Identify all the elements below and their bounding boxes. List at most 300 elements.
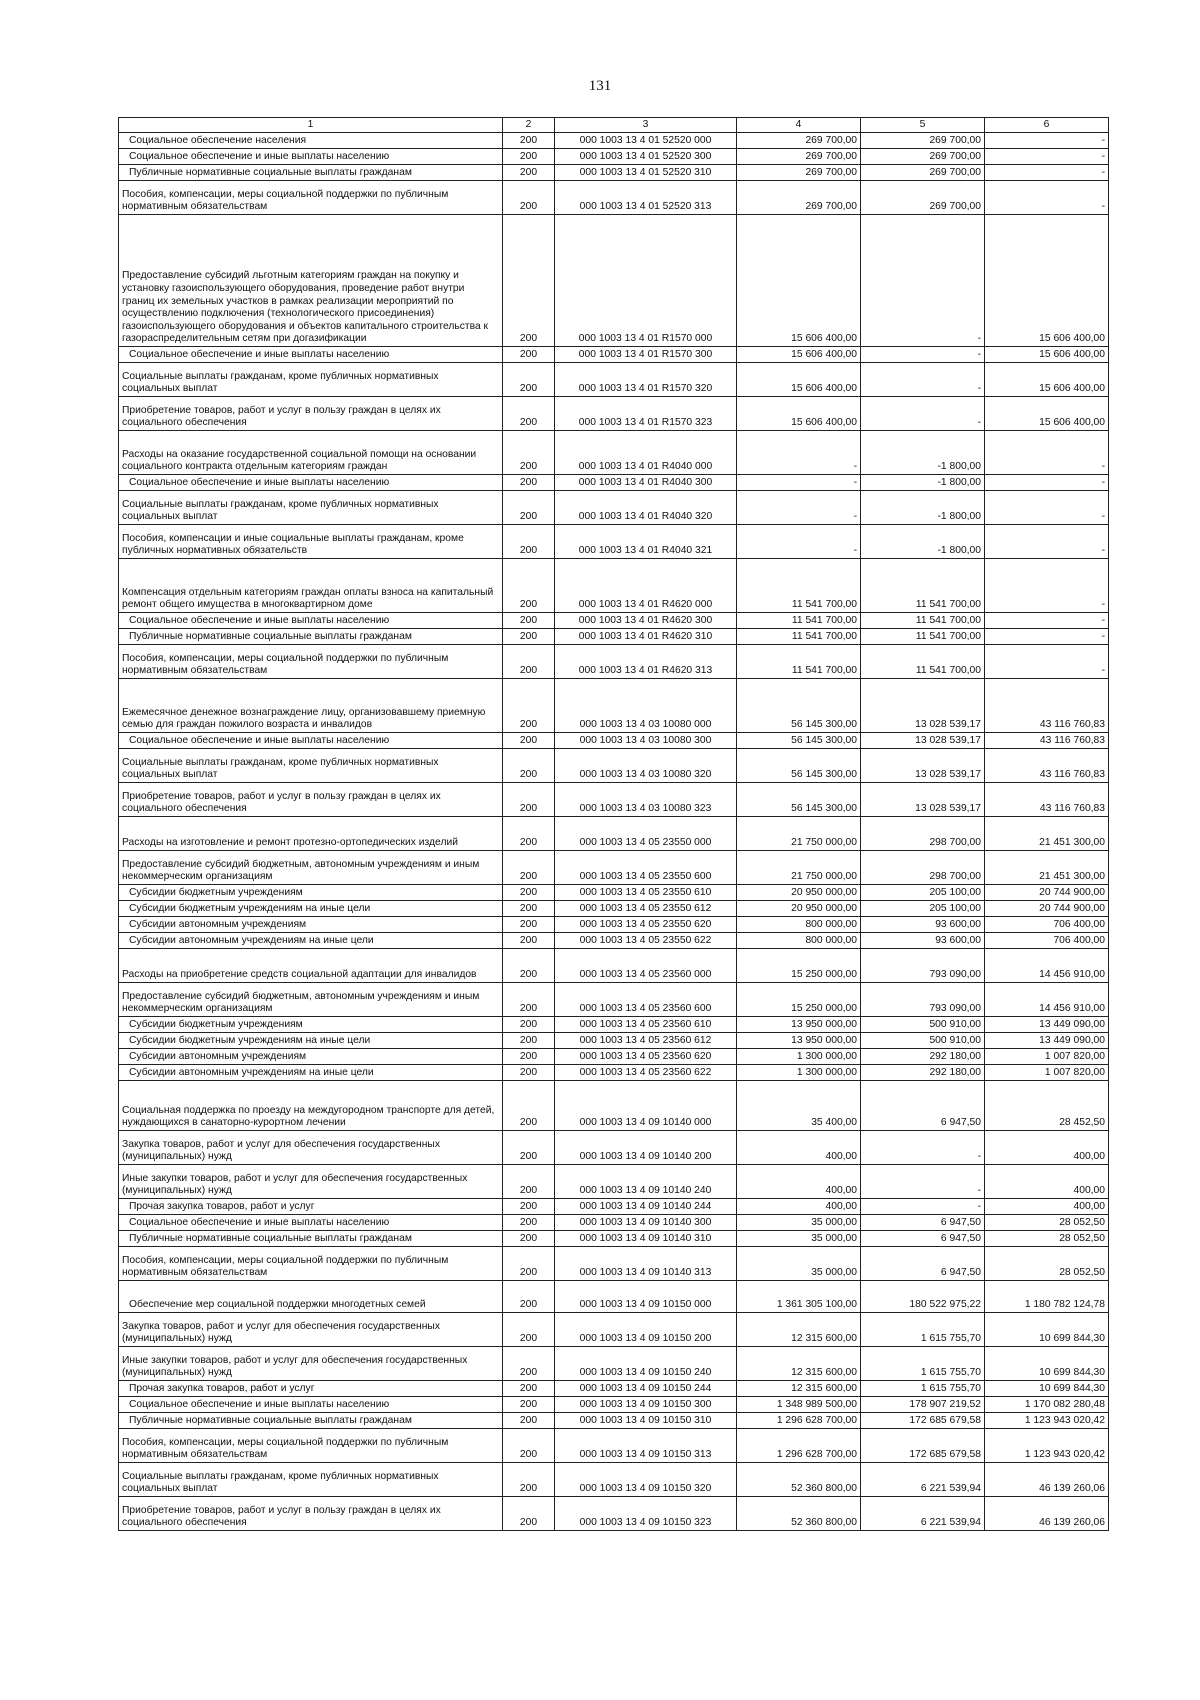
table-row <box>119 983 1109 1017</box>
row-approved-amount: 15 606 400,00 <box>737 215 861 347</box>
row-unexecuted-amount: - <box>985 149 1109 165</box>
row-line-code: 200 <box>503 1429 555 1463</box>
row-classification-code: 000 1003 13 4 01 R4040 000 <box>555 431 737 475</box>
row-classification-code: 000 1003 13 4 09 10140 000 <box>555 1081 737 1131</box>
row-line-code: 200 <box>503 215 555 347</box>
row-executed-amount: 6 947,50 <box>861 1231 985 1247</box>
row-classification-code: 000 1003 13 4 05 23550 612 <box>555 901 737 917</box>
row-line-code: 200 <box>503 1033 555 1049</box>
row-name: Субсидии автономным учреждениям на иные цели <box>119 1065 503 1081</box>
row-name: Прочая закупка товаров, работ и услуг <box>119 1381 503 1397</box>
row-name: Социальные выплаты гражданам, кроме публичных нормативных социальных выплат <box>119 491 503 525</box>
row-line-code: 200 <box>503 1497 555 1531</box>
row-line-code: 200 <box>503 1281 555 1313</box>
row-classification-code: 000 1003 13 4 09 10150 310 <box>555 1413 737 1429</box>
row-executed-amount: 11 541 700,00 <box>861 629 985 645</box>
row-line-code: 200 <box>503 1065 555 1081</box>
row-classification-code: 000 1003 13 4 01 R4040 320 <box>555 491 737 525</box>
row-classification-code: 000 1003 13 4 05 23550 610 <box>555 885 737 901</box>
row-executed-amount: 93 600,00 <box>861 933 985 949</box>
row-name: Расходы на оказание государственной социальной помощи на основании социального контракта отдельным категориям граждан <box>119 431 503 475</box>
row-name: Предоставление субсидий льготным категориям граждан на покупку и установку газоиспользующего оборудования, проведение работ внутри границ их земельных участков в рамках реализации мероприятий по осуществлению подключения (технологического присоединения) газоиспользующего оборудования и объектов капитального строительства к газораспределительным сетям при догазификации <box>119 215 503 347</box>
row-executed-amount: - <box>861 1199 985 1215</box>
row-line-code: 200 <box>503 1081 555 1131</box>
table-row <box>119 1017 1109 1033</box>
row-unexecuted-amount: 400,00 <box>985 1131 1109 1165</box>
row-approved-amount: 1 296 628 700,00 <box>737 1429 861 1463</box>
row-executed-amount: - <box>861 1131 985 1165</box>
row-executed-amount: 172 685 679,58 <box>861 1429 985 1463</box>
row-executed-amount: 205 100,00 <box>861 885 985 901</box>
row-classification-code: 000 1003 13 4 05 23560 622 <box>555 1065 737 1081</box>
row-name: Социальные выплаты гражданам, кроме публичных нормативных социальных выплат <box>119 363 503 397</box>
row-name: Прочая закупка товаров, работ и услуг <box>119 1199 503 1215</box>
row-unexecuted-amount: 43 116 760,83 <box>985 783 1109 817</box>
row-classification-code: 000 1003 13 4 05 23560 600 <box>555 983 737 1017</box>
row-unexecuted-amount: 15 606 400,00 <box>985 347 1109 363</box>
row-approved-amount: 400,00 <box>737 1199 861 1215</box>
table-row <box>119 1231 1109 1247</box>
row-name: Обеспечение мер социальной поддержки многодетных семей <box>119 1281 503 1313</box>
row-classification-code: 000 1003 13 4 03 10080 000 <box>555 679 737 733</box>
row-executed-amount: 1 615 755,70 <box>861 1313 985 1347</box>
row-approved-amount: 15 606 400,00 <box>737 347 861 363</box>
row-classification-code: 000 1003 13 4 05 23560 620 <box>555 1049 737 1065</box>
table-row <box>119 613 1109 629</box>
row-classification-code: 000 1003 13 4 01 R4620 310 <box>555 629 737 645</box>
row-classification-code: 000 1003 13 4 09 10140 244 <box>555 1199 737 1215</box>
row-line-code: 200 <box>503 917 555 933</box>
row-line-code: 200 <box>503 525 555 559</box>
row-executed-amount: 6 221 539,94 <box>861 1497 985 1531</box>
row-executed-amount: 172 685 679,58 <box>861 1413 985 1429</box>
table-row <box>119 1463 1109 1497</box>
row-name: Ежемесячное денежное вознаграждение лицу, организовавшему приемную семью для граждан пожилого возраста и инвалидов <box>119 679 503 733</box>
row-classification-code: 000 1003 13 4 05 23550 620 <box>555 917 737 933</box>
row-executed-amount: - <box>861 397 985 431</box>
row-line-code: 200 <box>503 645 555 679</box>
row-name: Закупка товаров, работ и услуг для обеспечения государственных (муниципальных) нужд <box>119 1313 503 1347</box>
row-unexecuted-amount: 28 452,50 <box>985 1081 1109 1131</box>
row-unexecuted-amount: 28 052,50 <box>985 1247 1109 1281</box>
row-executed-amount: 292 180,00 <box>861 1049 985 1065</box>
row-approved-amount: 269 700,00 <box>737 181 861 215</box>
row-unexecuted-amount: 1 007 820,00 <box>985 1065 1109 1081</box>
row-unexecuted-amount: - <box>985 491 1109 525</box>
row-approved-amount: 269 700,00 <box>737 133 861 149</box>
row-classification-code: 000 1003 13 4 01 R4620 000 <box>555 559 737 613</box>
row-approved-amount: 35 400,00 <box>737 1081 861 1131</box>
row-approved-amount: - <box>737 491 861 525</box>
row-classification-code: 000 1003 13 4 01 52520 310 <box>555 165 737 181</box>
row-name: Субсидии автономным учреждениям на иные цели <box>119 933 503 949</box>
row-classification-code: 000 1003 13 4 01 52520 300 <box>555 149 737 165</box>
table-row <box>119 645 1109 679</box>
table-row <box>119 215 1109 347</box>
row-name: Социальные выплаты гражданам, кроме публичных нормативных социальных выплат <box>119 1463 503 1497</box>
row-line-code: 200 <box>503 1347 555 1381</box>
row-classification-code: 000 1003 13 4 03 10080 300 <box>555 733 737 749</box>
table-row <box>119 1065 1109 1081</box>
row-classification-code: 000 1003 13 4 09 10140 313 <box>555 1247 737 1281</box>
row-classification-code: 000 1003 13 4 01 R4040 300 <box>555 475 737 491</box>
row-line-code: 200 <box>503 149 555 165</box>
table-row <box>119 1131 1109 1165</box>
row-name: Субсидии бюджетным учреждениям на иные цели <box>119 1033 503 1049</box>
row-approved-amount: 52 360 800,00 <box>737 1463 861 1497</box>
row-line-code: 200 <box>503 347 555 363</box>
row-approved-amount: - <box>737 475 861 491</box>
row-unexecuted-amount: - <box>985 431 1109 475</box>
row-line-code: 200 <box>503 133 555 149</box>
row-unexecuted-amount: 15 606 400,00 <box>985 397 1109 431</box>
row-line-code: 200 <box>503 165 555 181</box>
row-classification-code: 000 1003 13 4 09 10150 313 <box>555 1429 737 1463</box>
row-executed-amount: 178 907 219,52 <box>861 1397 985 1413</box>
row-name: Расходы на приобретение средств социальной адаптации для инвалидов <box>119 949 503 983</box>
row-approved-amount: 11 541 700,00 <box>737 613 861 629</box>
row-name: Иные закупки товаров, работ и услуг для обеспечения государственных (муниципальных) нужд <box>119 1165 503 1199</box>
row-approved-amount: 35 000,00 <box>737 1247 861 1281</box>
row-classification-code: 000 1003 13 4 05 23550 600 <box>555 851 737 885</box>
row-name: Компенсация отдельным категориям граждан оплаты взноса на капитальный ремонт общего имущества в многоквартирном доме <box>119 559 503 613</box>
row-approved-amount: 20 950 000,00 <box>737 901 861 917</box>
table-row <box>119 1397 1109 1413</box>
table-row <box>119 1313 1109 1347</box>
row-name: Предоставление субсидий бюджетным, автономным учреждениям и иным некоммерческим организациям <box>119 851 503 885</box>
row-unexecuted-amount: 706 400,00 <box>985 917 1109 933</box>
row-approved-amount: 800 000,00 <box>737 917 861 933</box>
row-classification-code: 000 1003 13 4 05 23560 000 <box>555 949 737 983</box>
row-line-code: 200 <box>503 1463 555 1497</box>
header-row <box>119 118 1109 133</box>
table-row <box>119 1429 1109 1463</box>
row-classification-code: 000 1003 13 4 09 10150 300 <box>555 1397 737 1413</box>
row-line-code: 200 <box>503 783 555 817</box>
row-line-code: 200 <box>503 817 555 851</box>
row-executed-amount: 269 700,00 <box>861 149 985 165</box>
row-executed-amount: - <box>861 363 985 397</box>
row-classification-code: 000 1003 13 4 05 23550 000 <box>555 817 737 851</box>
table-body <box>119 133 1109 1531</box>
row-approved-amount: 400,00 <box>737 1165 861 1199</box>
row-unexecuted-amount: 1 180 782 124,78 <box>985 1281 1109 1313</box>
row-approved-amount: 800 000,00 <box>737 933 861 949</box>
row-executed-amount: 298 700,00 <box>861 817 985 851</box>
row-line-code: 200 <box>503 885 555 901</box>
row-classification-code: 000 1003 13 4 01 52520 000 <box>555 133 737 149</box>
row-approved-amount: 15 250 000,00 <box>737 949 861 983</box>
row-approved-amount: 1 300 000,00 <box>737 1065 861 1081</box>
row-name: Пособия, компенсации, меры социальной поддержки по публичным нормативным обязательствам <box>119 181 503 215</box>
row-name: Расходы на изготовление и ремонт протезно-ортопедических изделий <box>119 817 503 851</box>
row-name: Иные закупки товаров, работ и услуг для обеспечения государственных (муниципальных) нужд <box>119 1347 503 1381</box>
row-executed-amount: 11 541 700,00 <box>861 559 985 613</box>
row-name: Социальное обеспечение населения <box>119 133 503 149</box>
row-unexecuted-amount: - <box>985 165 1109 181</box>
row-executed-amount: -1 800,00 <box>861 431 985 475</box>
row-executed-amount: 1 615 755,70 <box>861 1381 985 1397</box>
row-classification-code: 000 1003 13 4 09 10140 310 <box>555 1231 737 1247</box>
row-classification-code: 000 1003 13 4 09 10140 300 <box>555 1215 737 1231</box>
row-classification-code: 000 1003 13 4 01 R1570 300 <box>555 347 737 363</box>
row-unexecuted-amount: 13 449 090,00 <box>985 1017 1109 1033</box>
row-unexecuted-amount: 1 123 943 020,42 <box>985 1429 1109 1463</box>
table-row <box>119 149 1109 165</box>
row-classification-code: 000 1003 13 4 01 R1570 320 <box>555 363 737 397</box>
table-row <box>119 559 1109 613</box>
row-approved-amount: 12 315 600,00 <box>737 1313 861 1347</box>
row-unexecuted-amount: - <box>985 181 1109 215</box>
row-executed-amount: 6 221 539,94 <box>861 1463 985 1497</box>
table-row <box>119 431 1109 475</box>
table-row <box>119 749 1109 783</box>
table-row <box>119 885 1109 901</box>
row-executed-amount: 269 700,00 <box>861 165 985 181</box>
row-classification-code: 000 1003 13 4 05 23560 610 <box>555 1017 737 1033</box>
table-row <box>119 181 1109 215</box>
table-row <box>119 1081 1109 1131</box>
row-name: Социальное обеспечение и иные выплаты населению <box>119 733 503 749</box>
row-unexecuted-amount: - <box>985 613 1109 629</box>
row-line-code: 200 <box>503 1231 555 1247</box>
row-unexecuted-amount: 15 606 400,00 <box>985 215 1109 347</box>
row-unexecuted-amount: 43 116 760,83 <box>985 733 1109 749</box>
row-unexecuted-amount: 1 170 082 280,48 <box>985 1397 1109 1413</box>
table-row <box>119 1281 1109 1313</box>
row-line-code: 200 <box>503 1049 555 1065</box>
row-approved-amount: 13 950 000,00 <box>737 1017 861 1033</box>
row-name: Субсидии автономным учреждениям <box>119 917 503 933</box>
row-executed-amount: 298 700,00 <box>861 851 985 885</box>
table-row <box>119 1347 1109 1381</box>
table-row <box>119 347 1109 363</box>
row-unexecuted-amount: 28 052,50 <box>985 1231 1109 1247</box>
row-unexecuted-amount: 1 007 820,00 <box>985 1049 1109 1065</box>
row-classification-code: 000 1003 13 4 01 R1570 323 <box>555 397 737 431</box>
row-classification-code: 000 1003 13 4 01 R4040 321 <box>555 525 737 559</box>
col-header-6: 6 <box>985 118 1109 133</box>
row-approved-amount: 56 145 300,00 <box>737 783 861 817</box>
row-name: Приобретение товаров, работ и услуг в пользу граждан в целях их социального обеспечения <box>119 1497 503 1531</box>
row-name: Социальное обеспечение и иные выплаты населению <box>119 149 503 165</box>
row-approved-amount: 1 361 305 100,00 <box>737 1281 861 1313</box>
row-executed-amount: 11 541 700,00 <box>861 613 985 629</box>
row-executed-amount: 269 700,00 <box>861 181 985 215</box>
row-name: Публичные нормативные социальные выплаты гражданам <box>119 629 503 645</box>
table-row <box>119 363 1109 397</box>
row-executed-amount: 180 522 975,22 <box>861 1281 985 1313</box>
row-executed-amount: 13 028 539,17 <box>861 749 985 783</box>
row-approved-amount: 11 541 700,00 <box>737 629 861 645</box>
row-name: Социальное обеспечение и иные выплаты населению <box>119 347 503 363</box>
table-row <box>119 933 1109 949</box>
row-classification-code: 000 1003 13 4 09 10150 000 <box>555 1281 737 1313</box>
row-line-code: 200 <box>503 559 555 613</box>
row-classification-code: 000 1003 13 4 09 10150 244 <box>555 1381 737 1397</box>
row-classification-code: 000 1003 13 4 01 52520 313 <box>555 181 737 215</box>
row-executed-amount: 1 615 755,70 <box>861 1347 985 1381</box>
table-row <box>119 917 1109 933</box>
row-classification-code: 000 1003 13 4 03 10080 323 <box>555 783 737 817</box>
row-unexecuted-amount: 10 699 844,30 <box>985 1313 1109 1347</box>
row-executed-amount: 6 947,50 <box>861 1215 985 1231</box>
row-approved-amount: 1 348 989 500,00 <box>737 1397 861 1413</box>
row-line-code: 200 <box>503 363 555 397</box>
row-line-code: 200 <box>503 491 555 525</box>
table-row <box>119 1215 1109 1231</box>
row-executed-amount: 500 910,00 <box>861 1033 985 1049</box>
row-unexecuted-amount: - <box>985 525 1109 559</box>
row-line-code: 200 <box>503 397 555 431</box>
col-header-4: 4 <box>737 118 861 133</box>
row-unexecuted-amount: 21 451 300,00 <box>985 851 1109 885</box>
row-line-code: 200 <box>503 749 555 783</box>
row-executed-amount: 6 947,50 <box>861 1247 985 1281</box>
table-row <box>119 165 1109 181</box>
row-approved-amount: 35 000,00 <box>737 1215 861 1231</box>
row-approved-amount: 20 950 000,00 <box>737 885 861 901</box>
row-line-code: 200 <box>503 1397 555 1413</box>
row-approved-amount: 56 145 300,00 <box>737 733 861 749</box>
table-row <box>119 491 1109 525</box>
table-row <box>119 1049 1109 1065</box>
row-unexecuted-amount: 43 116 760,83 <box>985 679 1109 733</box>
row-unexecuted-amount: 20 744 900,00 <box>985 901 1109 917</box>
row-name: Пособия, компенсации, меры социальной поддержки по публичным нормативным обязательствам <box>119 1429 503 1463</box>
row-line-code: 200 <box>503 933 555 949</box>
row-executed-amount: -1 800,00 <box>861 475 985 491</box>
table-row <box>119 629 1109 645</box>
row-name: Приобретение товаров, работ и услуг в пользу граждан в целях их социального обеспечения <box>119 783 503 817</box>
row-name: Социальное обеспечение и иные выплаты населению <box>119 1215 503 1231</box>
row-classification-code: 000 1003 13 4 01 R4620 300 <box>555 613 737 629</box>
row-approved-amount: 11 541 700,00 <box>737 645 861 679</box>
row-unexecuted-amount: 13 449 090,00 <box>985 1033 1109 1049</box>
row-unexecuted-amount: - <box>985 629 1109 645</box>
row-executed-amount: 269 700,00 <box>861 133 985 149</box>
col-header-3: 3 <box>555 118 737 133</box>
row-executed-amount: 13 028 539,17 <box>861 783 985 817</box>
row-executed-amount: 500 910,00 <box>861 1017 985 1033</box>
table-row <box>119 1165 1109 1199</box>
row-executed-amount: 793 090,00 <box>861 949 985 983</box>
row-line-code: 200 <box>503 629 555 645</box>
row-executed-amount: 13 028 539,17 <box>861 679 985 733</box>
row-name: Пособия, компенсации, меры социальной поддержки по публичным нормативным обязательствам <box>119 645 503 679</box>
row-approved-amount: - <box>737 431 861 475</box>
row-executed-amount: - <box>861 215 985 347</box>
row-name: Социальное обеспечение и иные выплаты населению <box>119 475 503 491</box>
row-line-code: 200 <box>503 851 555 885</box>
row-name: Субсидии автономным учреждениям <box>119 1049 503 1065</box>
row-approved-amount: 56 145 300,00 <box>737 749 861 783</box>
row-line-code: 200 <box>503 1413 555 1429</box>
row-approved-amount: 400,00 <box>737 1131 861 1165</box>
table-row <box>119 1381 1109 1397</box>
row-approved-amount: 269 700,00 <box>737 149 861 165</box>
row-line-code: 200 <box>503 1313 555 1347</box>
row-approved-amount: 12 315 600,00 <box>737 1347 861 1381</box>
row-classification-code: 000 1003 13 4 05 23560 612 <box>555 1033 737 1049</box>
table-row <box>119 1199 1109 1215</box>
row-executed-amount: -1 800,00 <box>861 491 985 525</box>
row-line-code: 200 <box>503 181 555 215</box>
row-classification-code: 000 1003 13 4 09 10140 200 <box>555 1131 737 1165</box>
row-classification-code: 000 1003 13 4 09 10140 240 <box>555 1165 737 1199</box>
row-name: Предоставление субсидий бюджетным, автономным учреждениям и иным некоммерческим организациям <box>119 983 503 1017</box>
table-row <box>119 949 1109 983</box>
table-row <box>119 1247 1109 1281</box>
col-header-2: 2 <box>503 118 555 133</box>
row-classification-code: 000 1003 13 4 09 10150 320 <box>555 1463 737 1497</box>
row-line-code: 200 <box>503 1247 555 1281</box>
row-unexecuted-amount: 46 139 260,06 <box>985 1497 1109 1531</box>
row-approved-amount: 1 296 628 700,00 <box>737 1413 861 1429</box>
row-unexecuted-amount: 15 606 400,00 <box>985 363 1109 397</box>
table-row <box>119 679 1109 733</box>
row-unexecuted-amount: - <box>985 133 1109 149</box>
row-name: Пособия, компенсации, меры социальной поддержки по публичным нормативным обязательствам <box>119 1247 503 1281</box>
row-unexecuted-amount: 21 451 300,00 <box>985 817 1109 851</box>
row-line-code: 200 <box>503 1215 555 1231</box>
row-unexecuted-amount: 20 744 900,00 <box>985 885 1109 901</box>
row-name: Публичные нормативные социальные выплаты гражданам <box>119 1413 503 1429</box>
row-name: Закупка товаров, работ и услуг для обеспечения государственных (муниципальных) нужд <box>119 1131 503 1165</box>
row-classification-code: 000 1003 13 4 01 R1570 000 <box>555 215 737 347</box>
row-unexecuted-amount: 1 123 943 020,42 <box>985 1413 1109 1429</box>
row-classification-code: 000 1003 13 4 01 R4620 313 <box>555 645 737 679</box>
row-line-code: 200 <box>503 733 555 749</box>
row-unexecuted-amount: - <box>985 559 1109 613</box>
row-line-code: 200 <box>503 475 555 491</box>
row-approved-amount: 13 950 000,00 <box>737 1033 861 1049</box>
row-approved-amount: 21 750 000,00 <box>737 817 861 851</box>
row-name: Субсидии бюджетным учреждениям <box>119 1017 503 1033</box>
table-row <box>119 133 1109 149</box>
row-unexecuted-amount: 46 139 260,06 <box>985 1463 1109 1497</box>
row-executed-amount: 93 600,00 <box>861 917 985 933</box>
row-line-code: 200 <box>503 431 555 475</box>
row-unexecuted-amount: 28 052,50 <box>985 1215 1109 1231</box>
row-name: Социальное обеспечение и иные выплаты населению <box>119 1397 503 1413</box>
page-number: 131 <box>588 78 612 94</box>
row-approved-amount: 56 145 300,00 <box>737 679 861 733</box>
row-unexecuted-amount: - <box>985 475 1109 491</box>
row-executed-amount: - <box>861 347 985 363</box>
row-classification-code: 000 1003 13 4 03 10080 320 <box>555 749 737 783</box>
table-row <box>119 901 1109 917</box>
table-row <box>119 525 1109 559</box>
row-unexecuted-amount: - <box>985 645 1109 679</box>
row-executed-amount: 13 028 539,17 <box>861 733 985 749</box>
row-unexecuted-amount: 10 699 844,30 <box>985 1347 1109 1381</box>
row-line-code: 200 <box>503 679 555 733</box>
row-approved-amount: 21 750 000,00 <box>737 851 861 885</box>
table-row <box>119 817 1109 851</box>
row-approved-amount: - <box>737 525 861 559</box>
row-name: Субсидии бюджетным учреждениям <box>119 885 503 901</box>
row-executed-amount: 793 090,00 <box>861 983 985 1017</box>
row-unexecuted-amount: 10 699 844,30 <box>985 1381 1109 1397</box>
row-classification-code: 000 1003 13 4 09 10150 200 <box>555 1313 737 1347</box>
col-header-5: 5 <box>861 118 985 133</box>
row-line-code: 200 <box>503 1165 555 1199</box>
row-name: Социальные выплаты гражданам, кроме публичных нормативных социальных выплат <box>119 749 503 783</box>
row-line-code: 200 <box>503 1381 555 1397</box>
table-row <box>119 1413 1109 1429</box>
row-name: Социальная поддержка по проезду на междугородном транспорте для детей, нуждающихся в санаторно-курортном лечении <box>119 1081 503 1131</box>
